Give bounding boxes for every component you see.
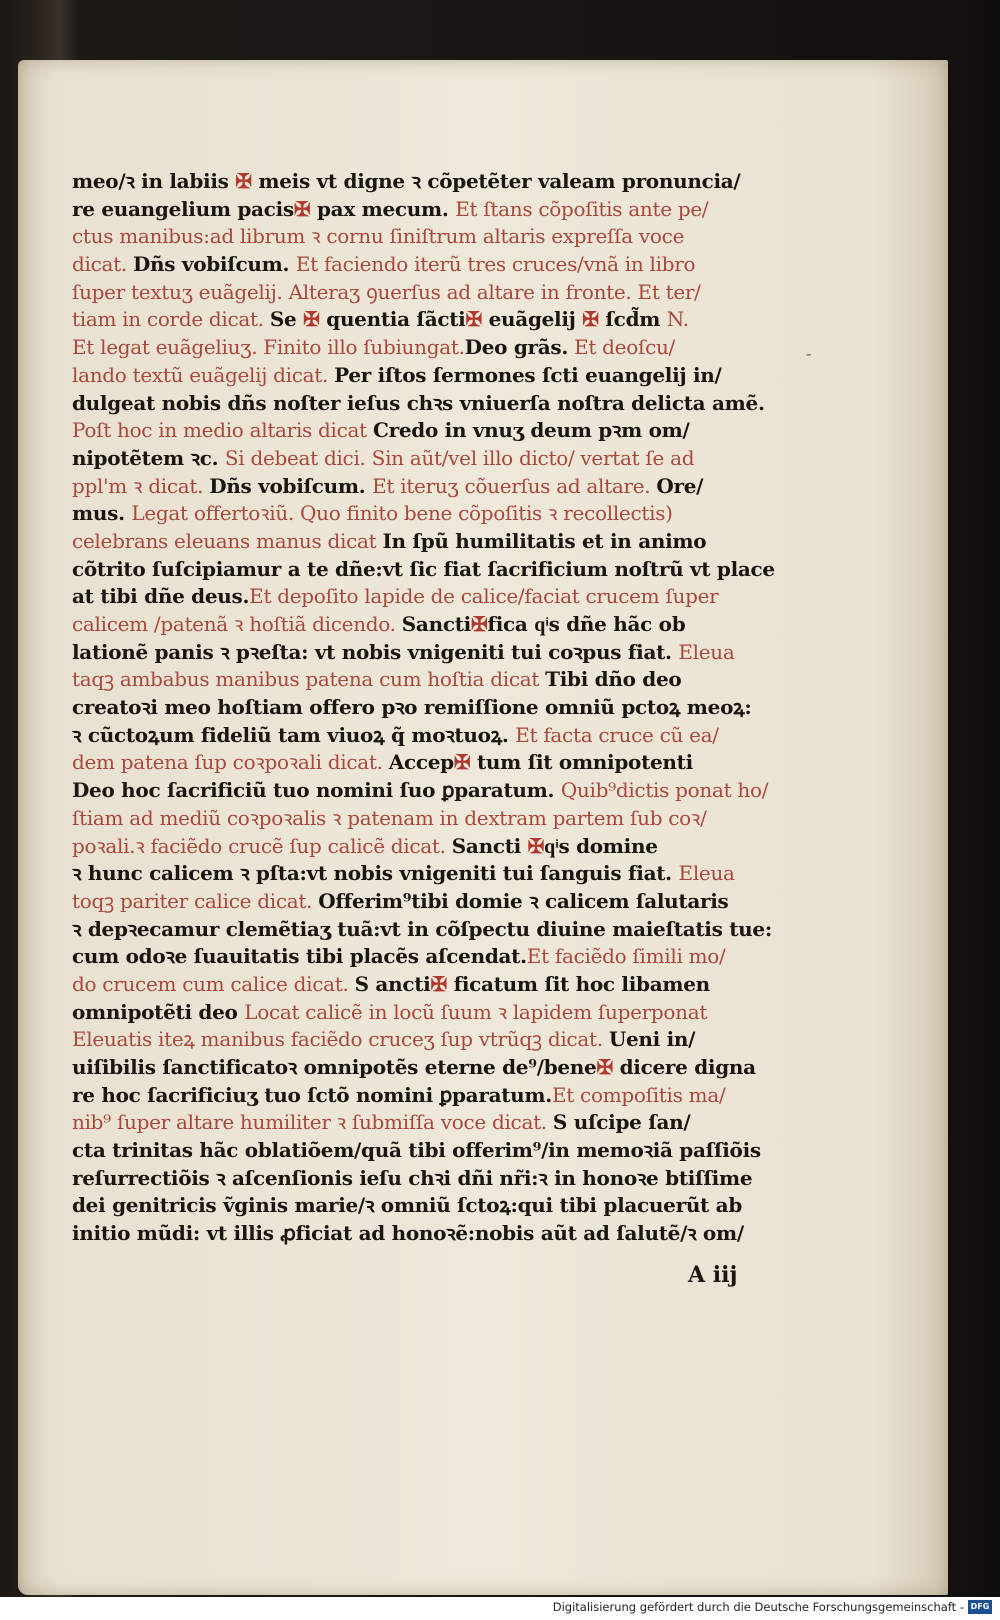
text-run: In ſpũ humilitatis et in animo <box>382 528 707 553</box>
text-run: Se <box>269 307 304 332</box>
rubric-text: nib⁹ ſuper altare humiliter ꝛ ſubmiſſa voce dicat. <box>72 1110 553 1135</box>
text-line <box>72 1054 817 1082</box>
text-line <box>72 860 817 888</box>
rubric-text: N. <box>666 307 689 332</box>
text-run: Deo grãs. <box>464 335 569 360</box>
text-line <box>72 306 817 334</box>
rubric-text: taqꝫ ambabus manibus patena cum hoſtia dicat <box>72 667 546 692</box>
text-run: at tibi dñe deus. <box>72 584 250 609</box>
rubric-text: lando textũ euãgelij dicat. <box>72 362 335 387</box>
cross-icon: ✠ <box>465 307 482 332</box>
rubric-text: dem patena ſup coꝛpoꝛali dicat. <box>72 750 389 775</box>
cross-icon: ✠ <box>582 307 599 332</box>
rubric-text: poꝛali.ꝛ faciẽdo crucẽ ſup calicẽ dicat. <box>72 833 452 858</box>
text-run: ꝛ hunc calicem ꝛ pſta:vt nobis vnigeniti tui ſanguis fiat. <box>72 861 679 886</box>
text-run: mus. <box>72 501 132 526</box>
text-line <box>72 639 817 667</box>
text-line <box>72 805 817 833</box>
text-run: Accep <box>388 750 454 775</box>
text-run: Tibi dño deo <box>545 667 682 692</box>
text-line <box>72 1109 817 1137</box>
text-run: initio mũdi: vt illis ꝓficiat ad honoꝛẽ:nobis aũt ad ſalutẽ/ꝛ om/ <box>72 1221 744 1246</box>
text-run: dei genitricis ṽginis marie/ꝛ omniũ ſctoꝝ:qui tibi placuerũt ab <box>72 1193 743 1218</box>
rubric-text: Poſt hoc in medio altaris dicat <box>72 418 373 443</box>
text-line <box>72 916 817 944</box>
text-run: uiſibilis ſanctificatoꝛ omnipotẽs eterne de⁹/bene <box>72 1055 597 1079</box>
text-run: cum odoꝛe ſuauitatis tibi placẽs aſcendat. <box>72 944 527 969</box>
text-line <box>72 943 817 971</box>
rubric-text: Quib⁹dictis ponat ho/ <box>560 778 769 803</box>
printed-text-block <box>72 168 817 1248</box>
rubric-text: Et iteruʒ cõuerſus ad altare. <box>372 473 657 498</box>
text-run: nipotẽtem ꝛc. <box>72 445 225 470</box>
text-run: Sancti <box>401 612 471 636</box>
rubric-text: Et depoſito lapide de calice/faciat crucem ſuper <box>249 584 719 609</box>
text-run: euãgelij <box>481 307 583 332</box>
rubric-text: toqꝫ pariter calice dicat. <box>72 888 319 913</box>
signature-mark: A iij <box>688 1262 738 1288</box>
cross-icon: ✠ <box>453 750 471 775</box>
rubric-text: Si debeat dici. Sin aũt/vel illo dicto/ vertat ſe ad <box>224 445 695 470</box>
text-run: S ancti <box>354 971 431 996</box>
cross-icon: ✠ <box>470 612 488 636</box>
rubric-text: tiam in corde dicat. <box>72 307 270 332</box>
margin-mark: - <box>806 344 812 363</box>
text-run: quentia ſãcti <box>319 307 466 332</box>
text-line <box>72 334 817 362</box>
text-run: dicere digna <box>612 1055 756 1079</box>
text-line <box>72 362 817 390</box>
rubric-text: ctus manibus:ad librum ꝛ cornu ſiniſtrum altaris expreſſa voce <box>72 224 685 249</box>
text-run: re hoc ſacrificiuʒ tuo ſctõ nomini ꝑparatum. <box>72 1082 552 1107</box>
text-run: ficatum ſit hoc libamen <box>446 971 710 996</box>
cross-icon: ✠ <box>596 1055 613 1079</box>
text-line <box>72 1082 817 1110</box>
text-line <box>72 500 817 528</box>
text-line <box>72 888 817 916</box>
text-run: creatoꝛi meo hoſtiam offero pꝛo remiſſione omniũ pctoꝝ meoꝝ: <box>72 695 752 720</box>
text-run: Dñs vobiſcum. <box>132 252 296 277</box>
text-run: cta trinitas hãc oblatiõem/quã tibi offerim⁹/in memoꝛiã paſſiõis <box>72 1138 761 1163</box>
text-run: cõtrito ſuſcipiamur a te dñe:vt ſic fiat ſacrificium noſtrũ vt place <box>72 556 775 581</box>
cross-icon: ✠ <box>303 307 320 332</box>
text-line <box>72 749 817 777</box>
rubric-text: Eleuatis iteꝝ manibus faciẽdo cruceʒ ſup vtrũqꝫ dicat. <box>72 1027 609 1052</box>
text-line <box>72 1026 817 1054</box>
rubric-text: Eleua <box>678 639 735 664</box>
text-run: meis vt digne ꝛ cõpetẽter valeam pronuncia/ <box>251 169 741 193</box>
cross-icon: ✠ <box>527 833 545 858</box>
text-run: fica qͥs dñe hãc ob <box>487 612 686 636</box>
rubric-text: dicat. <box>72 252 133 277</box>
text-run: re euangelium pacis <box>72 196 294 221</box>
text-line <box>72 445 817 473</box>
rubric-text: celebrans eleuans manus dicat <box>72 528 383 553</box>
rubric-text: ſtiam ad mediũ coꝛpoꝛalis ꝛ patenam in dextram partem ſub coꝛ/ <box>72 805 707 830</box>
text-run: omnipotẽti deo <box>72 999 245 1024</box>
text-run: ꝛ cũctoꝝum fideliũ tam viuoꝝ q̃ moꝛtuoꝝ. <box>72 722 516 747</box>
rubric-text: Legat offertoꝛiũ. Quo finito bene cõpoſitis ꝛ recollectis) <box>131 501 673 526</box>
text-run: Offerim⁹tibi domie ꝛ calicem ſalutaris <box>318 888 729 913</box>
rubric-text: do crucem cum calice dicat. <box>72 971 355 996</box>
text-line <box>72 1192 817 1220</box>
footer-bar <box>0 1597 1000 1620</box>
rubric-text: Et compoſitis ma/ <box>551 1082 726 1107</box>
text-run: S uſcipe ſan/ <box>552 1110 691 1135</box>
text-line <box>72 417 817 445</box>
dfg-logo: DFG <box>968 1600 992 1614</box>
text-line <box>72 196 817 224</box>
text-run: Credo in vnuʒ deum pꝛm om/ <box>372 418 690 443</box>
cross-icon: ✠ <box>430 971 447 996</box>
text-line <box>72 666 817 694</box>
text-line <box>72 1165 817 1193</box>
rubric-text: Et ſtans cõpoſitis ante pe/ <box>455 196 709 221</box>
text-line <box>72 1220 817 1248</box>
text-run: pax mecum. <box>310 196 456 221</box>
text-line <box>72 777 817 805</box>
rubric-text: Locat calicẽ in locũ ſuum ꝛ lapidem ſuperponat <box>244 999 708 1024</box>
rubric-text: ſuper textuʒ euãgelij. Alteraʒ ꝯuerſus ad altare in fronte. Et ter/ <box>72 279 701 304</box>
text-run: dulgeat nobis dñs noſter ieſus chꝛs vniuerſa noſtra delicta amẽ. <box>72 390 765 415</box>
text-line <box>72 971 817 999</box>
text-run: qͥs domine <box>544 833 658 858</box>
text-line <box>72 279 817 307</box>
text-run: lationẽ panis ꝛ pꝛeſta: vt nobis vnigeniti tui coꝛpus fiat. <box>72 639 679 664</box>
rubric-text: Et faciendo iterũ tres cruces/vnã in libro <box>295 252 696 277</box>
text-line <box>72 833 817 861</box>
text-line <box>72 1137 817 1165</box>
text-run: Sancti <box>451 833 528 858</box>
text-line <box>72 168 817 196</box>
footer-credit: Digitalisierung gefördert durch die Deutsche Forschungsgemeinschaft - <box>552 1600 964 1614</box>
text-run: meo/ꝛ in labiis <box>72 169 236 193</box>
cross-icon: ✠ <box>235 169 252 193</box>
text-run: ſcd̃m <box>598 307 667 332</box>
text-line <box>72 694 817 722</box>
text-run: Deo hoc ſacrificiũ tuo nomini ſuo ꝑparatum. <box>72 778 561 803</box>
rubric-text: Eleua <box>678 861 735 886</box>
text-run: ꝛ depꝛecamur clemẽtiaʒ tuã:vt in cõſpectu diuine maieſtatis tue: <box>72 916 772 941</box>
cross-icon: ✠ <box>293 196 311 221</box>
text-run: tum ſit omnipotenti <box>470 750 693 775</box>
text-line <box>72 556 817 584</box>
rubric-text: calicem /patenã ꝛ hoſtiã dicendo. <box>72 612 402 636</box>
text-run: Dñs vobiſcum. <box>209 473 373 498</box>
text-line <box>72 251 817 279</box>
text-line <box>72 390 817 418</box>
text-line <box>72 223 817 251</box>
text-line <box>72 722 817 750</box>
text-run: reſurrectiõis ꝛ aſcenſionis ieſu chꝛi dñi nr̃i:ꝛ in honoꝛe btiſſime <box>72 1165 753 1190</box>
text-line <box>72 528 817 556</box>
text-line <box>72 473 817 501</box>
text-line <box>72 583 817 611</box>
rubric-text: ppl'm ꝛ dicat. <box>72 473 210 498</box>
rubric-text: Et deoſcu/ <box>568 335 675 360</box>
text-run: Ore/ <box>656 473 704 498</box>
text-line <box>72 999 817 1027</box>
rubric-text: Et legat euãgeliuʒ. Finito illo ſubiungat. <box>72 335 465 360</box>
text-run: Per iſtos ſermones ſcti euangelij in/ <box>334 362 722 387</box>
text-run: Ueni in/ <box>608 1027 696 1052</box>
text-line <box>72 611 817 639</box>
rubric-text: Et faciẽdo ſimili mo/ <box>526 944 726 969</box>
rubric-text: Et facta cruce cũ ea/ <box>515 722 719 747</box>
